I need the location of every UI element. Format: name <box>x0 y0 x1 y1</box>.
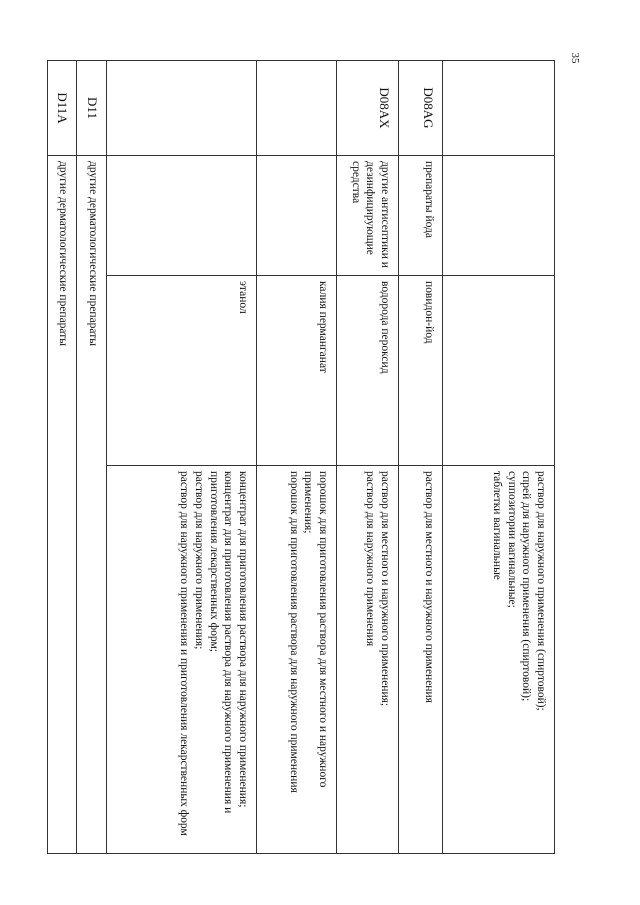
rotated-table-container <box>55 60 555 853</box>
table-row <box>77 61 107 854</box>
atc-code-cell: D08AG <box>399 61 443 156</box>
table-row <box>257 61 337 854</box>
group-cell <box>257 156 337 276</box>
dosage-form-line: концентрат для приготовления раствора для наружного применения; <box>237 471 249 808</box>
group-cell: другие антисептики и дезинфицирующие средства <box>337 156 399 276</box>
dosage-form-line: раствор для наружного применения; <box>192 471 205 650</box>
dosage-form-line: раствор для наружного применения (спиртовой); <box>535 471 547 711</box>
drug-name-cell: водорода пероксид <box>337 276 399 466</box>
dosage-forms-cell <box>257 466 337 854</box>
dosage-form-line: таблетки вагинальные <box>490 471 503 580</box>
dosage-form-line: спрей для наружного применения (спиртовой); <box>520 471 533 702</box>
dosage-form-line: раствор для наружного применения и приготовления лекарственных форм <box>178 471 191 836</box>
dosage-forms-cell <box>107 466 257 854</box>
document-sheet <box>55 60 555 853</box>
group-cell: другие дерматологические препараты <box>77 156 107 854</box>
dosage-form-line: концентрат для приготовления раствора для наружного применения и приготовления лекарственных форм; <box>207 471 235 814</box>
atc-code-cell: D08AX <box>337 61 399 156</box>
table-row <box>399 61 443 854</box>
table-row <box>107 61 257 854</box>
group-cell <box>107 156 257 276</box>
drug-name-cell: калия перманганат <box>257 276 337 466</box>
drug-classification-table <box>47 60 555 854</box>
drug-name-cell <box>443 276 555 466</box>
dosage-form-line: раствор для наружного применения <box>364 471 377 647</box>
table-row <box>47 61 77 854</box>
dosage-form-line: суппозитории вагинальные; <box>505 471 518 608</box>
table-row <box>337 61 399 854</box>
page-number: 35 <box>569 52 581 64</box>
group-cell: другие дерматологические препараты <box>47 156 77 854</box>
dosage-form-line: раствор для местного и наружного применения <box>423 471 435 703</box>
dosage-forms-cell <box>399 466 443 854</box>
dosage-form-line: порошок для приготовления раствора для местного и наружного применения; <box>302 471 329 788</box>
table-row <box>443 61 555 854</box>
atc-code-cell: D11 <box>77 61 107 156</box>
drug-name-cell: этанол <box>107 276 257 466</box>
dosage-form-line: раствор для местного и наружного применения; <box>379 471 391 707</box>
drug-name-cell: повидон-йод <box>399 276 443 466</box>
atc-code-cell <box>257 61 337 156</box>
dosage-form-line: порошок для приготовления раствора для наружного применения <box>287 471 300 793</box>
atc-code-cell <box>107 61 257 156</box>
group-cell: препараты йода <box>399 156 443 276</box>
dosage-forms-cell <box>443 466 555 854</box>
group-cell <box>443 156 555 276</box>
atc-code-cell: D11A <box>47 61 77 156</box>
dosage-forms-cell <box>337 466 399 854</box>
atc-code-cell <box>443 61 555 156</box>
